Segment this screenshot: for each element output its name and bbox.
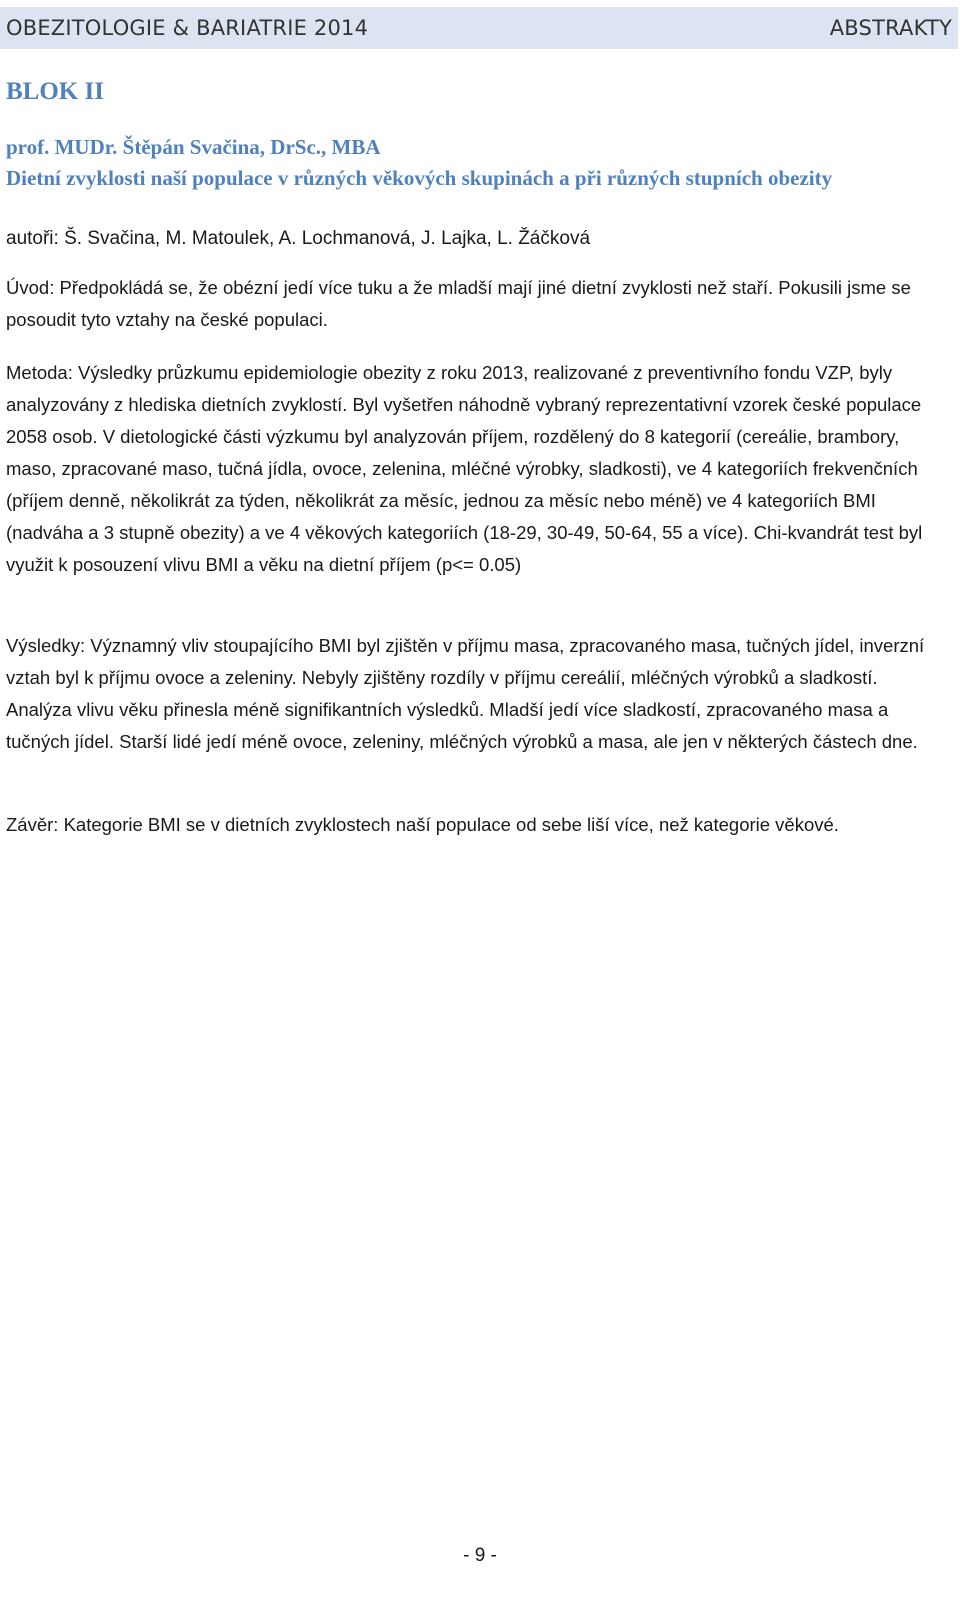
page-number: - 9 - [463,1545,497,1566]
running-header [0,7,958,49]
speaker-name: prof. MUDr. Štěpán Svačina, DrSc., MBA [6,135,381,159]
paragraph-methods: Metoda: Výsledky průzkumu epidemiologie obezity z roku 2013, realizované z preventivního fondu VZP, byly analyzovány z hlediska dietních zvyklostí. Byl vyšetřen náhodně vybraný reprezentativní vzorek české populace 2058 osob. V dietologické části výzkumu byl analyzován příjem, rozdělený do 8 kategorií (cereálie, brambory, maso, zpracované maso, tučná jídla, ovoce, zelenina, mléčné výrobky, sladkosti), ve 4 kategoriích frekvenčních (příjem denně, několikrát za týden, několikrát za měsíc, jednou za měsíc nebo méně) ve 4 kategoriích BMI (nadváha a 3 stupně obezity) a ve 4 věkových kategoriích (18-29, 30-49, 50-64, 55 a více). Chi-kvandrát test byl využit k posouzení vlivu BMI a věku na dietní příjem (p<= 0.05) [6,362,923,575]
block-title: BLOK II [6,78,104,105]
header-section-label: ABSTRAKTY [829,16,952,40]
paragraph-conclusion: Závěr: Kategorie BMI se v dietních zvyklostech naší populace od sebe liší více, než kategorie věkové. [6,814,839,835]
authors-line: autoři: Š. Svačina, M. Matoulek, A. Lochmanová, J. Lajka, L. Žáčková [6,228,591,249]
abstract-title: Dietní zvyklosti naší populace v různých věkových skupinách a při různých stupních obezity [6,166,833,190]
paragraph-results: Výsledky: Významný vliv stoupajícího BMI byl zjištěn v příjmu masa, zpracovaného masa, tučných jídel, inverzní vztah byl k příjmu ovoce a zeleniny. Nebyly zjištěny rozdíly v příjmu cereálií, mléčných výrobků a sladkostí. Analýza vlivu věku přinesla méně signifikantních výsledků. Mladší jedí více sladkostí, zpracovaného masa a tučných jídel. Starší lidé jedí méně ovoce, zeleniny, mléčných výrobků a masa, ale jen v některých částech dne. [6,635,925,752]
paragraph-introduction: Úvod: Předpokládá se, že obézní jedí více tuku a že mladší mají jiné dietní zvyklosti než staří. Pokusili jsme se posoudit tyto vztahy na české populaci. [6,277,911,330]
header-journal-title: OBEZITOLOGIE & BARIATRIE 2014 [6,16,369,40]
